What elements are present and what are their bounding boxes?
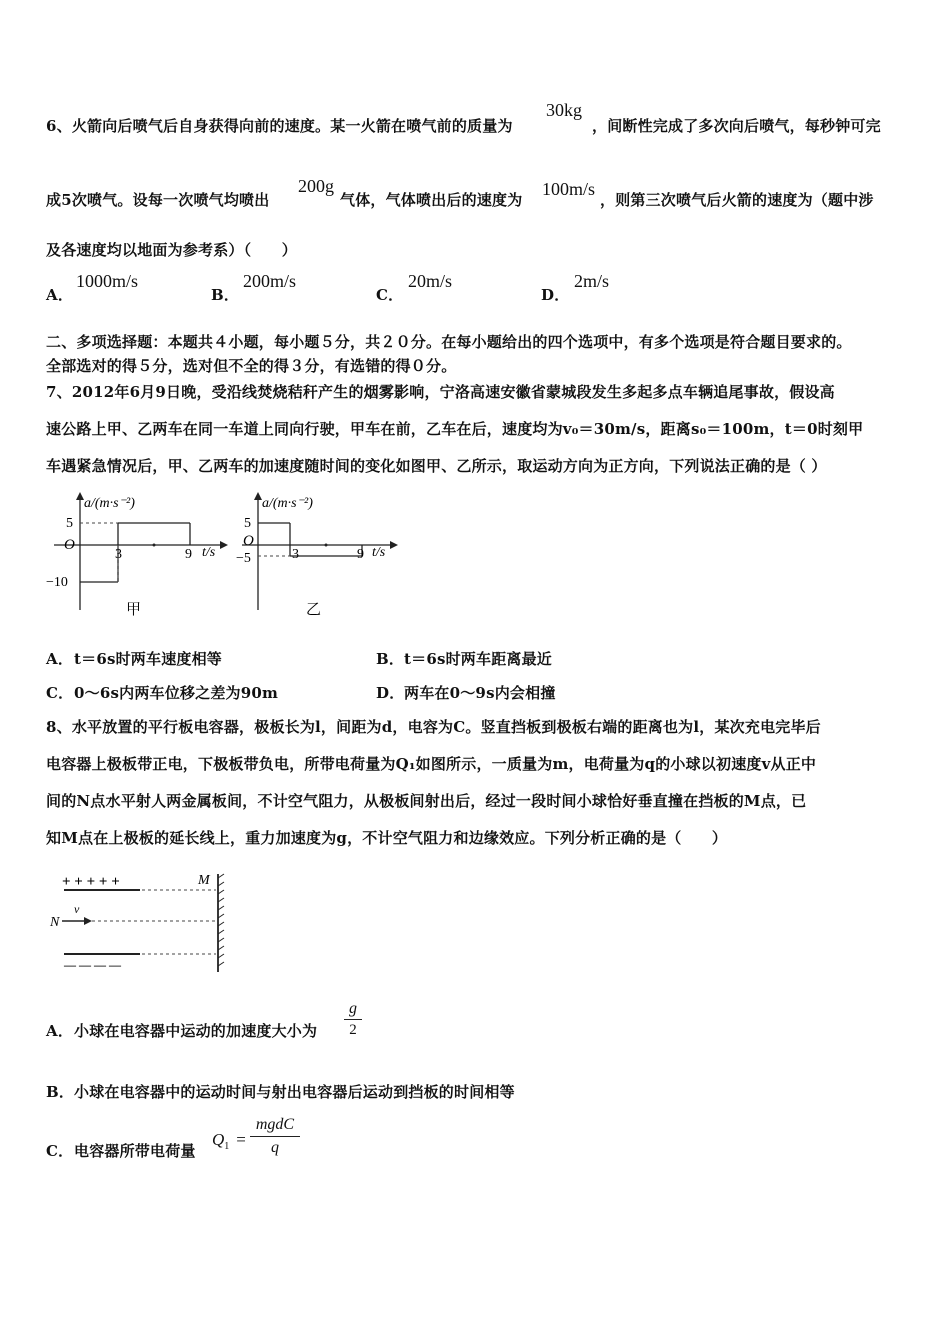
q6-option-b-label: B．	[211, 286, 240, 304]
q6-gas: 200g	[298, 176, 334, 196]
q8-option-c-denominator: q	[271, 1139, 279, 1156]
graph-jia-x1: 3	[115, 547, 122, 562]
fraction-bar	[250, 1136, 300, 1137]
graph-jia-ylabel: a/(m·s⁻²)	[84, 496, 135, 511]
q8-option-a-numerator: g	[349, 1000, 357, 1017]
q8-option-a-fraction	[344, 1000, 362, 1039]
graph-jia	[44, 490, 234, 620]
q6-option-a-value: 1000m/s	[76, 271, 139, 291]
q7-option-a-text: t＝6s时两车速度相等	[74, 650, 223, 668]
q8-option-a-text: 小球在电容器中运动的加速度大小为	[74, 1022, 318, 1040]
graph-jia-xlabel: t/s	[202, 545, 216, 560]
graph-yi-y-neg: −5	[236, 551, 251, 566]
q6-option-a-label: A．	[46, 286, 74, 304]
graph-yi-y-pos: 5	[244, 516, 251, 531]
graph-yi	[234, 490, 404, 620]
q7-option-d-text: 两车在0～9s内会相撞	[404, 684, 556, 702]
q6-option-b-value: 200m/s	[243, 271, 297, 291]
capacitor-plus-charges: + + + + +	[62, 874, 120, 890]
q6-line2b: 气体，气体喷出后的速度为	[340, 191, 523, 209]
graph-jia-y-neg: −10	[46, 575, 68, 590]
graph-yi-ylabel: a/(m·s⁻²)	[262, 496, 313, 511]
section2-line1: 二、多项选择题：本题共４小题，每小题５分，共２０分。在每小题给出的四个选项中，有多个选项是符合题目要求的。	[46, 333, 852, 351]
q6-line1a: 6、火箭向后喷气后自身获得向前的速度。某一火箭在喷气前的质量为	[46, 117, 513, 135]
q6-line3: 及各速度均以地面为参考系）（ ）	[46, 241, 297, 259]
q8-option-b-text: 小球在电容器中的运动时间与射出电容器后运动到挡板的时间相等	[74, 1083, 515, 1101]
q8-line2: 电容器上极板带正电，下极板带负电，所带电荷量为Q₁如图所示，一质量为m，电荷量为q的小球以初速度v从正中	[46, 755, 817, 773]
q6-speed: 100m/s	[542, 179, 596, 199]
graph-jia-y-pos: 5	[66, 516, 73, 531]
graph-jia-origin: O	[64, 537, 75, 553]
q8-line4: 知M点在上极板的延长线上，重力加速度为g，不计空气阻力和边缘效应。下列分析正确的是（ ）	[46, 829, 728, 847]
q8-option-a-label: A．	[46, 1022, 74, 1040]
q6-option-c-label: C．	[376, 286, 404, 304]
equals-sign: =	[236, 1130, 246, 1149]
q7-option-c-text: 0～6s内两车位移之差为90m	[74, 684, 279, 702]
graph-jia-x2: 9	[185, 547, 192, 562]
q7-option-b-label: B．	[376, 650, 405, 668]
q6-line2a: 成5次喷气。设每一次喷气均喷出	[46, 191, 270, 209]
q6-option-d-label: D．	[541, 286, 570, 304]
q8-line1: 8、水平放置的平行板电容器，极板长为l，间距为d，电容为C。竖直挡板到极板右端的距离也为l，某次充电完毕后	[46, 718, 821, 736]
q7-option-a-label: A．	[46, 650, 74, 668]
q8-option-c-label: C．	[46, 1142, 74, 1160]
graph-yi-xlabel: t/s	[372, 545, 386, 560]
q8-option-b-label: B．	[46, 1083, 75, 1101]
q6-mass: 30kg	[546, 100, 582, 120]
q7-option-b-text: t＝6s时两车距离最近	[404, 650, 553, 668]
point-m-label: M	[198, 873, 210, 888]
q7-option-d-label: D．	[376, 684, 405, 702]
charge-subscript: 1	[224, 1141, 230, 1153]
q6-option-c-value: 20m/s	[408, 271, 453, 291]
charge-symbol: Q	[212, 1130, 225, 1149]
q6-line1b: ，间断性完成了多次向后喷气，每秒钟可完	[592, 117, 881, 135]
q6-line2c: ，则第三次喷气后火箭的速度为（题中涉	[600, 191, 874, 209]
q7-line3: 车遇紧急情况后，甲、乙两车的加速度随时间的变化如图甲、乙所示，取运动方向为正方向，下列说法正确的是（ ）	[46, 457, 827, 475]
q7-option-c-label: C．	[46, 684, 74, 702]
q8-option-c-numerator: mgdC	[255, 1116, 295, 1133]
section2-line2: 全部选对的得５分，选对但不全的得３分，有选错的得０分。	[46, 357, 457, 375]
graph-yi-x2: 9	[357, 547, 364, 562]
q8-line3: 间的N点水平射人两金属板间，不计空气阻力，从极板间射出后，经过一段时间小球恰好垂直撞在挡板的M点，已	[46, 792, 807, 810]
capacitor-figure	[48, 866, 248, 978]
velocity-label: v	[74, 902, 80, 916]
graph-jia-caption: 甲	[126, 602, 142, 618]
q8-option-c-text: 电容器所带电荷量	[74, 1142, 196, 1160]
graph-yi-caption: 乙	[306, 602, 322, 618]
point-n-label: N	[50, 915, 60, 930]
q6-option-d-value: 2m/s	[574, 271, 610, 291]
q7-line1: 7、2012年6月9日晚，受沿线焚烧秸秆产生的烟雾影响，宁洛高速安徽省蒙城段发生多起多点车辆追尾事故，假设高	[46, 383, 835, 401]
graph-yi-x1: 3	[292, 547, 299, 562]
q7-line2: 速公路上甲、乙两车在同一车道上同向行驶，甲车在前，乙车在后，速度均为v₀＝30m/s，距离s₀＝100m，t＝0时刻甲	[46, 420, 864, 438]
capacitor-minus-charges: — — — —	[64, 958, 121, 972]
graph-yi-origin: O	[243, 533, 254, 549]
q8-option-a-denominator: 2	[349, 1022, 357, 1038]
fraction-bar	[344, 1019, 362, 1020]
